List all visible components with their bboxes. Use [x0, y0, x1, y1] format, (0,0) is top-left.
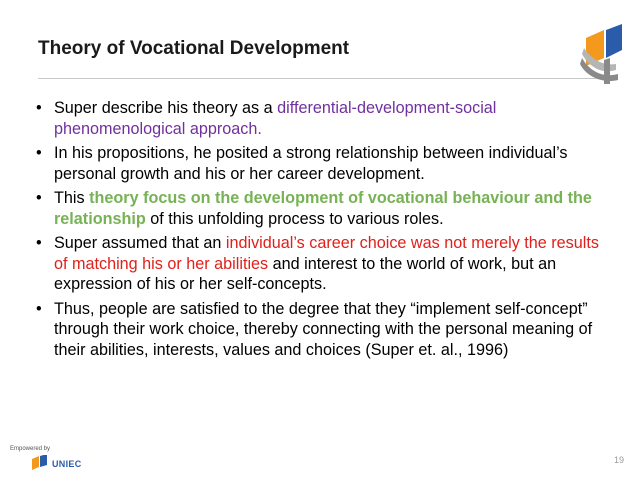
bullet-text: This	[54, 189, 90, 207]
highlight-red: individual’s career choice was not merely the results of matching his or her abilities	[54, 234, 599, 273]
slide-title: Theory of Vocational Development	[38, 38, 350, 59]
footer-caption: Empowered by	[10, 446, 51, 452]
bullet-item	[36, 188, 602, 229]
bullet-text: Super assumed that an	[54, 234, 226, 252]
footer-brand: UNIEC	[52, 459, 82, 469]
bullet-item	[36, 98, 602, 139]
bullet-text: Super describe his theory as a	[54, 99, 278, 117]
bullet-text: and interest to the world of work, but an expression of his or her self-concepts.	[54, 254, 557, 293]
highlight-purple: differential-development-social phenomenological approach.	[54, 99, 497, 138]
bullet-marker: •	[36, 189, 42, 207]
bullet-list	[36, 98, 602, 364]
title-divider	[38, 78, 598, 79]
bullet-marker: •	[36, 299, 42, 318]
highlight-green: theory focus on the development of vocational behaviour and the relationship	[54, 189, 592, 228]
institution-logo-icon	[574, 20, 630, 86]
page-number: 19	[613, 455, 624, 465]
bullet-text: In his propositions, he posited a strong relationship between individual’s personal growth and his or her career development.	[54, 144, 568, 183]
bullet-text: Thus, people are satisfied to the degree that they “implement self-concept” through their work choice, thereby connecting with the personal meaning of their abilities, interests, values and choices (Super et. al., 1996)	[54, 299, 593, 359]
bullet-marker: •	[36, 144, 42, 162]
bullet-marker: •	[36, 99, 42, 117]
bullet-item	[36, 233, 602, 295]
bullet-text: of this unfolding process to various roles.	[145, 209, 444, 228]
bullet-item	[36, 143, 602, 184]
bullet-item	[36, 299, 602, 361]
uniec-logo-icon	[30, 455, 50, 471]
bullet-marker: •	[36, 234, 42, 252]
